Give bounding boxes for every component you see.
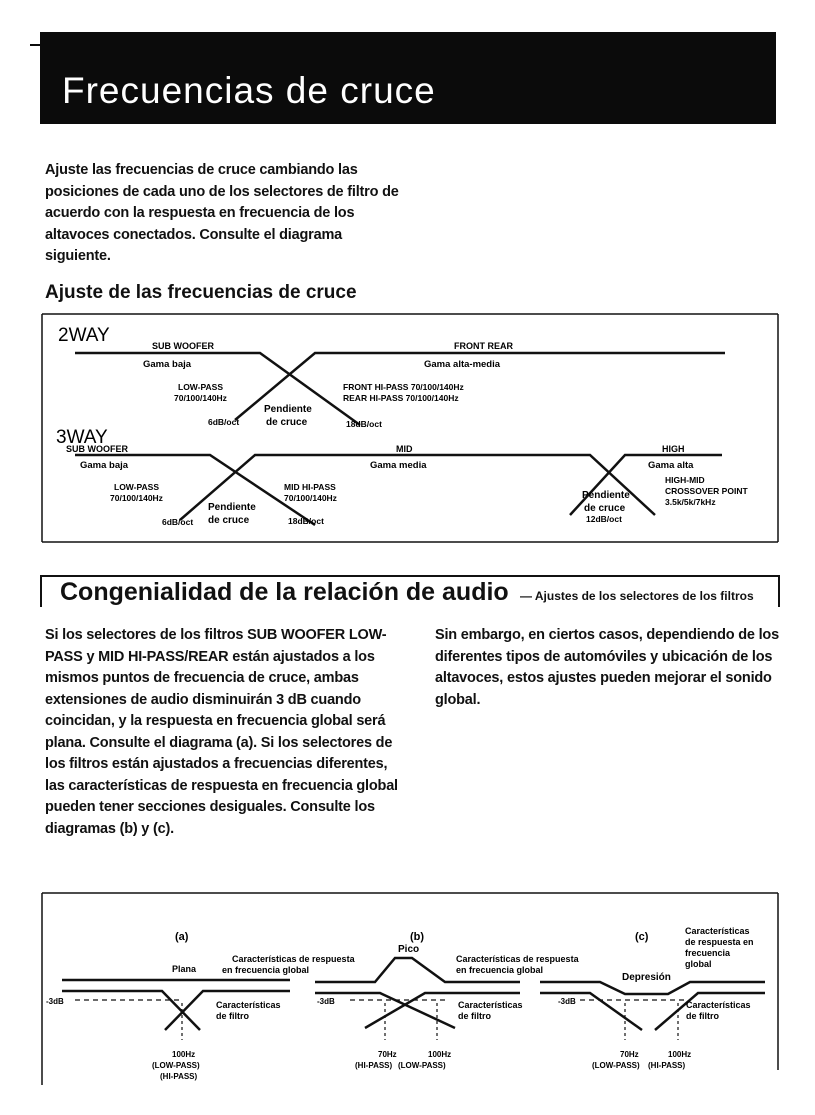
label-3way-high: HIGH [662, 444, 685, 454]
label-c-resp1: Características [685, 926, 750, 936]
label-c-resp2: de respuesta en [685, 937, 754, 947]
label-2way: 2WAY [58, 325, 110, 346]
label-3way-lowpass-values: 70/100/140Hz [110, 493, 163, 503]
label-2way-de-cruce: de cruce [266, 417, 308, 428]
label-c-filt1: Características [686, 1000, 751, 1010]
label-b-filt2: de filtro [458, 1011, 491, 1021]
label-2way-gama-alta-media: Gama alta-media [424, 359, 501, 370]
label-2way-lowpass: LOW-PASS [178, 382, 224, 392]
label-a-f3: (HI-PASS) [160, 1072, 198, 1081]
label-c-resp4: global [685, 959, 712, 969]
label-2way-lowpass-values: 70/100/140Hz [174, 393, 227, 403]
intro-paragraph: Ajuste las frecuencias de cruce cambiando las posiciones de cada uno de los selectores de filtro de acuerdo con la respuesta en frecuencia de los altavoces conectados. Consulte el diagrama siguiente. [45, 162, 399, 264]
label-b-resp1: Características de respuesta [456, 954, 579, 964]
label-b: (b) [410, 931, 425, 943]
body-paragraph-right: Sin embargo, en ciertos casos, dependiendo de los diferentes tipos de automóviles y ubicación de los altavoces, estos ajustes pueden mejorar el sonido global. [435, 627, 779, 708]
label-2way-subwoofer: SUB WOOFER [152, 341, 214, 351]
label-3way-pendiente-2: Pendiente [582, 490, 630, 501]
label-3way-de-cruce: de cruce [208, 515, 250, 526]
label-c: (c) [635, 931, 649, 943]
label-3way-high-mid: HIGH-MID [665, 475, 705, 485]
label-c-f3: (LOW-PASS) [592, 1061, 640, 1070]
label-b-f2: 100Hz [428, 1050, 452, 1059]
label-3way-mid-hipass: MID HI-PASS [284, 482, 336, 492]
label-3way-lowpass: LOW-PASS [114, 482, 160, 492]
label-a-resp1: Características de respuesta [232, 954, 355, 964]
section2-subtitle: — Ajustes de los selectores de los filtros [520, 589, 754, 603]
label-2way-18db: 18dB/oct [346, 419, 382, 429]
label-3way-de-cruce-2: de cruce [584, 503, 626, 514]
label-3way-6db: 6dB/oct [162, 517, 194, 527]
label-c-resp3: frecuencia [685, 948, 731, 958]
section2-title: Congenialidad de la relación de audio [60, 578, 509, 606]
label-a-filt1: Características [216, 1000, 281, 1010]
label-b-f4: (LOW-PASS) [398, 1061, 446, 1070]
label-c-f2: 100Hz [668, 1050, 692, 1059]
label-a-filt2: de filtro [216, 1011, 249, 1021]
label-b-db: -3dB [317, 997, 335, 1006]
label-3way-crossover-point: CROSSOVER POINT [665, 486, 748, 496]
label-c-depresion: Depresión [622, 972, 671, 983]
label-a-f2: (LOW-PASS) [152, 1061, 200, 1070]
label-a-plana: Plana [172, 964, 197, 974]
label-b-f1: 70Hz [378, 1050, 397, 1059]
label-2way-front-rear: FRONT REAR [454, 341, 513, 351]
label-3way-gama-baja: Gama baja [80, 460, 129, 471]
label-2way-pendiente: Pendiente [264, 404, 312, 415]
label-3way-12db: 12dB/oct [586, 514, 622, 524]
label-a: (a) [175, 931, 189, 943]
label-3way-crossover-values: 3.5k/5k/7kHz [665, 497, 716, 507]
label-3way-mid: MID [396, 444, 413, 454]
label-b-pico: Pico [398, 944, 420, 955]
label-3way: 3WAY [56, 427, 108, 448]
label-3way-pendiente: Pendiente [208, 502, 256, 513]
label-c-db: -3dB [558, 997, 576, 1006]
label-2way-rear-hipass: REAR HI-PASS 70/100/140Hz [343, 393, 459, 403]
label-b-filt1: Características [458, 1000, 523, 1010]
label-2way-front-hipass: FRONT HI-PASS 70/100/140Hz [343, 382, 464, 392]
label-3way-gama-media: Gama media [370, 460, 427, 471]
label-c-f1: 70Hz [620, 1050, 639, 1059]
body-paragraph-left: Si los selectores de los filtros SUB WOOFER LOW-PASS y MID HI-PASS/REAR están ajustados a los mismos puntos de frecuencia de cruce, ambas extensiones de audio disminuirán 3 dB cuando coincidan, y la respuesta en frecuencia global será plana. Consulte el diagrama (a). Si los selectores de los filtros están ajustados a frecuencias diferentes, las características de respuesta en frecuencia global pueden tener secciones desiguales. Consulte los diagramas (b) y (c). [45, 627, 398, 837]
label-c-filt2: de filtro [686, 1011, 719, 1021]
label-3way-gama-alta: Gama alta [648, 460, 694, 471]
label-3way-subwoofer: SUB WOOFER [66, 444, 128, 454]
label-a-db: -3dB [46, 997, 64, 1006]
label-b-f3: (HI-PASS) [355, 1061, 393, 1070]
page-title: Frecuencias de cruce [62, 70, 436, 111]
section-heading-ajuste: Ajuste de las frecuencias de cruce [45, 282, 357, 303]
label-a-resp2: en frecuencia global [222, 965, 310, 975]
label-3way-18db: 18dB/oct [288, 516, 324, 526]
label-2way-6db: 6dB/oct [208, 417, 240, 427]
label-c-f4: (HI-PASS) [648, 1061, 686, 1070]
label-b-resp2: en frecuencia global [456, 965, 544, 975]
label-3way-mid-hipass-values: 70/100/140Hz [284, 493, 337, 503]
label-a-f1: 100Hz [172, 1050, 196, 1059]
label-2way-gama-baja: Gama baja [143, 359, 192, 370]
